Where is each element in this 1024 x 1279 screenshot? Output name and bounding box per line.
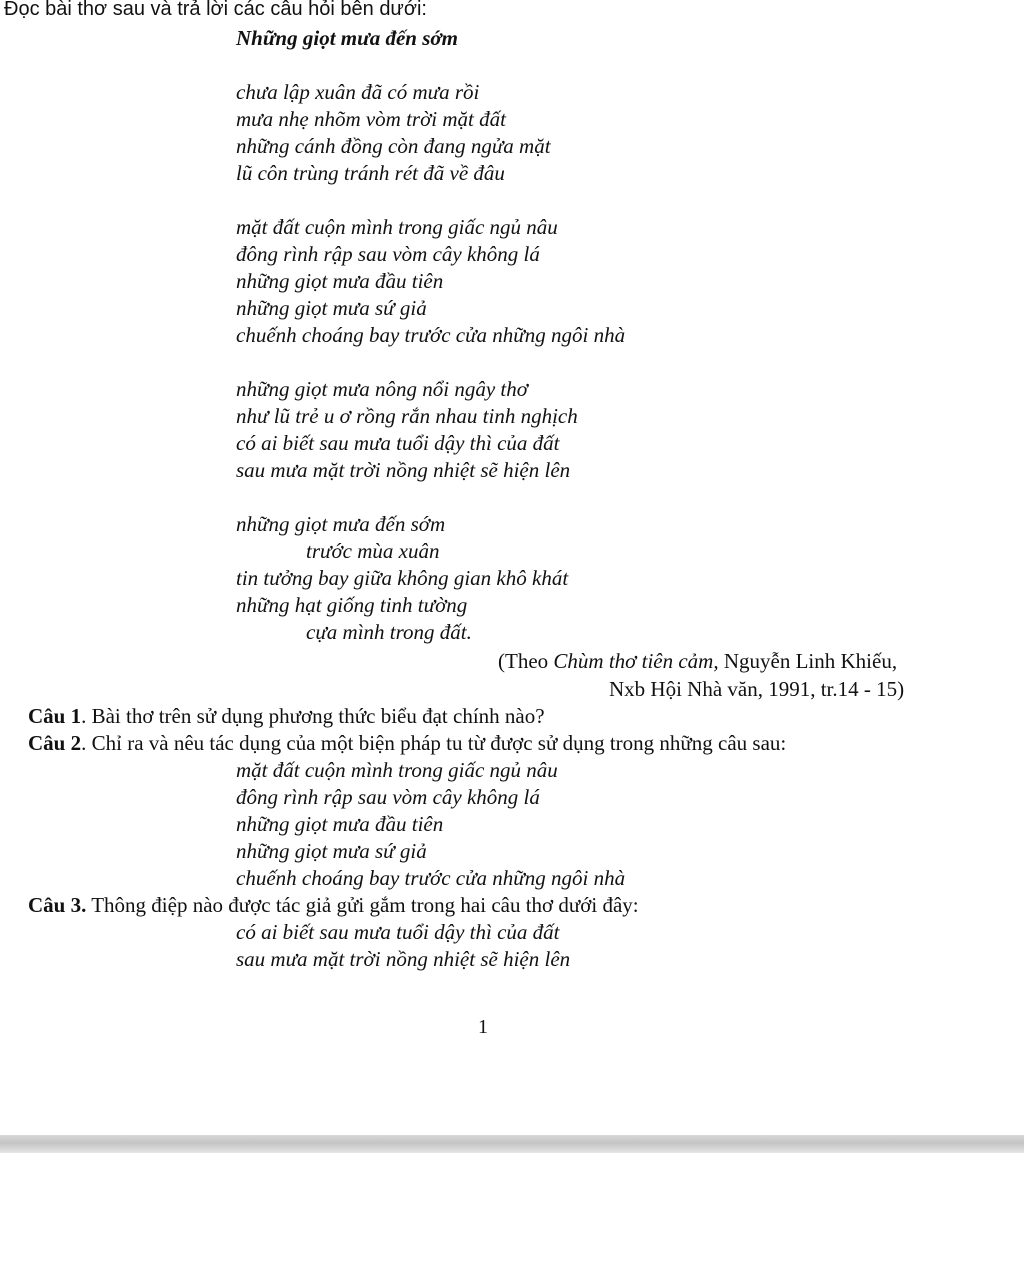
poem-line: những giọt mưa nông nổi ngây thơ bbox=[236, 377, 528, 401]
quoted-line: những giọt mưa sứ giả bbox=[236, 839, 427, 863]
poem-line: những giọt mưa đầu tiên bbox=[236, 269, 444, 293]
question-3 bbox=[28, 892, 639, 918]
question-1 bbox=[28, 703, 545, 729]
source-book-title: Chùm thơ tiên cảm, bbox=[553, 649, 719, 673]
quoted-line: mặt đất cuộn mình trong giấc ngủ nâu bbox=[236, 758, 558, 782]
poem-line: chuếnh choáng bay trước cửa những ngôi nhà bbox=[236, 323, 626, 347]
quoted-line: những giọt mưa đầu tiên bbox=[236, 812, 444, 836]
poem-line: chưa lập xuân đã có mưa rồi bbox=[236, 80, 480, 104]
quoted-line: đông rình rập sau vòm cây không lá bbox=[236, 785, 540, 809]
poem-line: sau mưa mặt trời nồng nhiệt sẽ hiện lên bbox=[236, 458, 571, 482]
instruction-text: Đọc bài thơ sau và trả lời các câu hỏi bên dưới: bbox=[4, 0, 427, 20]
poem-line: những cánh đồng còn đang ngửa mặt bbox=[236, 134, 551, 158]
quoted-line: chuếnh choáng bay trước cửa những ngôi nhà bbox=[236, 866, 626, 890]
page-separator bbox=[0, 1135, 1024, 1153]
page-number: 1 bbox=[478, 1016, 488, 1038]
quoted-line: sau mưa mặt trời nồng nhiệt sẽ hiện lên bbox=[236, 947, 571, 971]
poem-line: tin tưởng bay giữa không gian khô khát bbox=[236, 566, 569, 590]
source-citation bbox=[498, 648, 897, 674]
poem-line: như lũ trẻ u ơ rồng rắn nhau tinh nghịch bbox=[236, 404, 578, 428]
question-text: . Bài thơ trên sử dụng phương thức biểu đạt chính nào? bbox=[81, 704, 545, 728]
poem-line: cựa mình trong đất. bbox=[306, 620, 472, 644]
poem-line: mưa nhẹ nhõm vòm trời mặt đất bbox=[236, 107, 506, 131]
question-label: Câu 2 bbox=[28, 731, 82, 755]
quoted-line: có ai biết sau mưa tuổi dậy thì của đất bbox=[236, 920, 560, 944]
poem-line: những giọt mưa đến sớm bbox=[236, 512, 446, 536]
poem-line: có ai biết sau mưa tuổi dậy thì của đất bbox=[236, 431, 560, 455]
poem-line: lũ côn trùng tránh rét đã về đâu bbox=[236, 161, 505, 185]
poem-title: Những giọt mưa đến sớm bbox=[236, 26, 458, 50]
question-label: Câu 3. bbox=[28, 893, 87, 917]
poem-line: mặt đất cuộn mình trong giấc ngủ nâu bbox=[236, 215, 558, 239]
poem-line: trước mùa xuân bbox=[306, 539, 440, 563]
source-author: Nguyễn Linh Khiếu, bbox=[718, 649, 898, 673]
question-text: Thông điệp nào được tác giả gửi gắm trong hai câu thơ dưới đây: bbox=[86, 893, 639, 917]
source-publisher: Nxb Hội Nhà văn, 1991, tr.14 - 15) bbox=[609, 677, 905, 701]
poem-line: đông rình rập sau vòm cây không lá bbox=[236, 242, 540, 266]
poem-line: những hạt giống tinh tường bbox=[236, 593, 468, 617]
source-prefix: (Theo bbox=[498, 649, 554, 673]
next-page-area bbox=[0, 1153, 1024, 1279]
question-label: Câu 1 bbox=[28, 704, 82, 728]
question-2 bbox=[28, 730, 786, 756]
poem-line: những giọt mưa sứ giả bbox=[236, 296, 427, 320]
question-text: . Chỉ ra và nêu tác dụng của một biện pháp tu từ được sử dụng trong những câu sau: bbox=[81, 731, 787, 755]
